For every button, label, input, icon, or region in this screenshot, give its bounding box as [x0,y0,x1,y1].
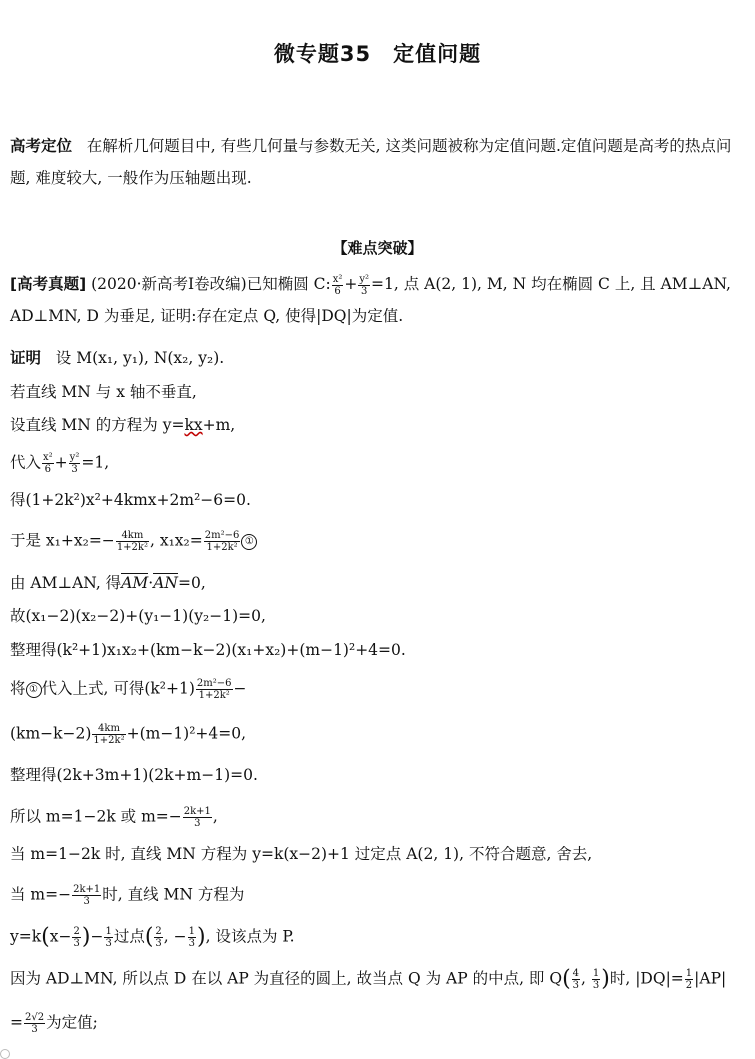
proof-line-3: 代入 $\frac{\text{x²}}{6}$ + $\frac{\text{y²}}{3}$ =1, [10,452,110,475]
circled-number-1: ① [241,534,257,550]
problem-source: (2020·新高考Ⅰ卷改编) [91,275,247,293]
proof-line-4: 得(1+2k²)x²+4kmx+2m²−6=0. [10,491,251,509]
page-corner-mark [0,1049,10,1059]
proof-line-6: 由 AM⊥AN, 得AM·AN=0, [10,574,206,592]
proof-line-2: 设直线 MN 的方程为 y=kx+m, [10,416,236,434]
intro-label: 高考定位 [10,137,73,155]
proof-line-15: y=k(x− $\frac{2}{3}$ )− $\frac{1}{3}$ 过点( $\frac{2}{3}$ , − $\frac{1}{3}$ ), 设该点为 P. [10,924,295,950]
wavy-underline-kx: kx [184,416,203,434]
fraction-y2-3: $\frac{\text{y²}}{3}$ [359,273,370,297]
proof-line-8: 整理得(k²+1)x₁x₂+(km−k−2)(x₁+x₂)+(m−1)²+4=0. [10,641,406,659]
proof-line-1: 若直线 MN 与 x 轴不垂直, [10,383,197,401]
intro-paragraph [10,130,745,194]
proof-line-5: 于是 x₁+x₂=− $\frac{4km}{\text{1+2k²}}$ , x₁x₂= $\frac{\text{2m²−6}}{\text{1+2k²}}$ ① [10,530,745,553]
proof-line-16: 因为 AD⊥MN, 所以点 D 在以 AP 为直径的圆上, 故当点 Q 为 AP 的中点, 即 Q( $\frac{4}{3}$ , $\frac{1}{3}$ )时, |DQ|= $\frac{1}{2}$ |AP| [10,966,727,992]
proof-label: 证明 [10,349,42,367]
proof-line-0: 证明 设 M(x₁, y₁), N(x₂, y₂). [10,349,225,367]
fraction-x2-6: $\frac{\text{x²}}{6}$ [332,273,343,297]
proof-line-14: 当 m=− $\frac{2k+1}{3}$ 时, 直线 MN 方程为 [10,884,245,907]
proof-line-12: 所以 m=1−2k 或 m=− $\frac{2k+1}{3}$ , [10,806,218,829]
proof-line-7: 故(x₁−2)(x₂−2)+(y₁−1)(y₂−1)=0, [10,607,266,625]
problem-text-b: =1, 点 A(2, 1), M, N 均在椭圆 C 上, 且 AM⊥AN, AD⊥MN, D 为垂足, 证明:存在定点 Q, 使得|DQ|为定值. [10,275,731,325]
intro-text: 在解析几何题目中, 有些几何量与参数无关, 这类问题被称为定值问题.定值问题是高考的热点问题, 难度较大, 一般作为压轴题出现. [10,137,732,187]
proof-line-17: = $\frac{2√2}{3}$ 为定值; [10,1012,98,1035]
problem-label: [高考真题] [10,275,87,293]
proof-line-11: 整理得(2k+3m+1)(2k+m−1)=0. [10,766,258,784]
proof-line-13: 当 m=1−2k 时, 直线 MN 方程为 y=k(x−2)+1 过定点 A(2, 1), 不符合题意, 舍去, [10,845,593,863]
problem-paragraph: [高考真题] (2020·新高考Ⅰ卷改编)已知椭圆 C: $\frac{\text{x²}}{6}$ + $\frac{\text{y²}}{3}$ =1, 点 A(2, 1), M, N 均在椭圆 C 上, 且 AM⊥AN, AD⊥MN, D 为垂足, 证明:存在定点 Q, 使得|DQ|为定值. [10,273,731,325]
proof-line-10: (km−k−2) $\frac{4km}{\text{1+2k²}}$ +(m−1)²+4=0, [10,723,247,746]
problem-text-a: 已知椭圆 C: [246,275,331,293]
proof-line-9: 将 ① 代入上式, 可得(k²+1) $\frac{\text{2m²−6}}{\text{1+2k²}}$ − [10,678,247,701]
page-title: 微专题35 定值问题 [273,42,482,66]
section-heading: 【难点突破】 [332,239,423,257]
